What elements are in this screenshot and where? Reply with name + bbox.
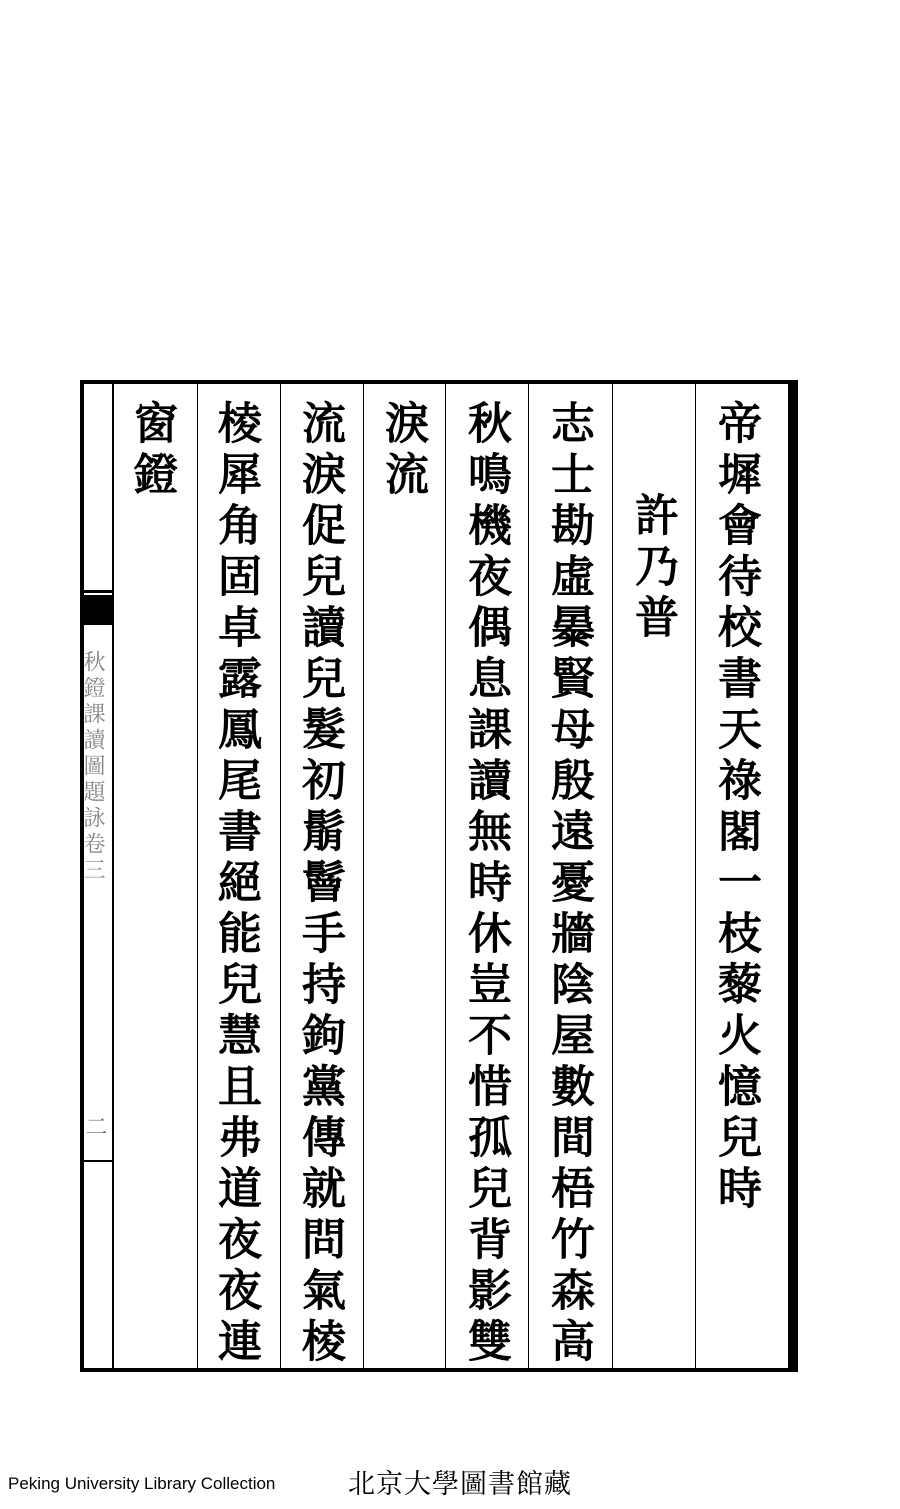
text-column-3: 志士勘虛㬥賢母殷遠憂牆陰屋數間梧竹森高: [543, 400, 594, 1369]
column-rule: [612, 384, 613, 1368]
collection-label-english: Peking University Library Collection: [8, 1474, 276, 1493]
text-column-4: 秋鳴機夜偶息課讀無時休豈不惜孤兒背影雙: [460, 400, 511, 1369]
author-name: 許乃普: [627, 492, 678, 645]
text-column-6: 流淚促兒讀兒髮初鬅鬙手持鉤黨傳就問氣棱: [294, 400, 345, 1369]
text-column-8: 窗鐙: [126, 400, 177, 502]
column-rule: [363, 384, 364, 1368]
text-column-5: 淚流: [377, 400, 428, 502]
column-rule: [695, 384, 696, 1368]
page-border-right: [790, 380, 798, 1372]
column-rule: [445, 384, 446, 1368]
column-rule: [528, 384, 529, 1368]
column-rule: [280, 384, 281, 1368]
fishtail-mark: [80, 595, 114, 625]
collection-label-chinese: 北京大學圖書館藏: [348, 1469, 572, 1500]
margin-title: 秋鐙課讀圖題詠卷三: [80, 650, 105, 884]
margin-rule: [112, 380, 114, 1372]
column-rule: [197, 384, 198, 1368]
text-column-1: 帝墀會待校書天祿閣一枝藜火憶兒時: [710, 400, 761, 1216]
margin-upper-rule: [80, 590, 114, 593]
margin-lower-rule: [80, 1160, 114, 1162]
page-border: [80, 380, 792, 1372]
text-column-7: 棱犀角固卓露鳳尾書絕能兒慧且弗道夜夜連: [210, 400, 261, 1369]
margin-page-number: 二: [82, 1115, 107, 1137]
